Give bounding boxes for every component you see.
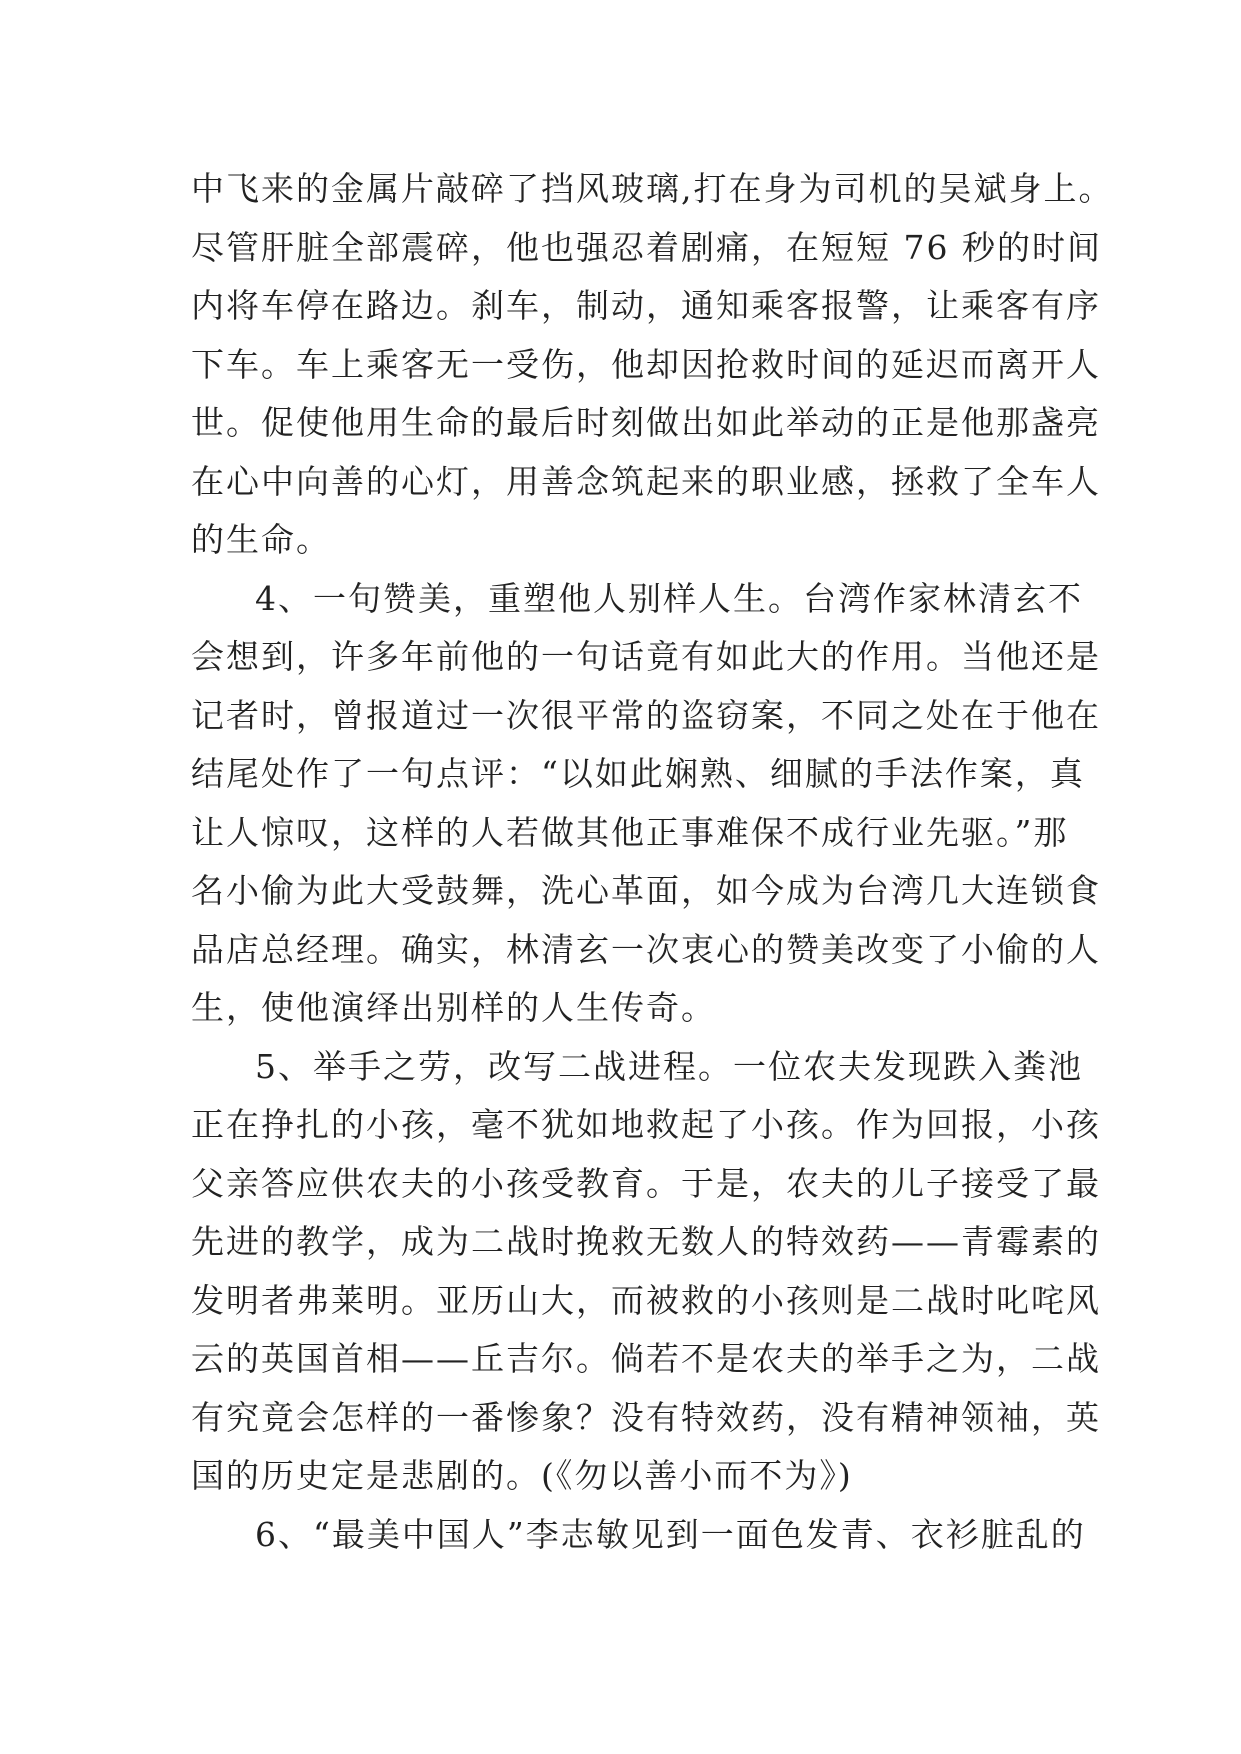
body-text [191,160,1114,1564]
text-line: 发明者弗莱明。亚历山大，而被救的小孩则是二战时叱咤风 [191,1280,1101,1320]
text-line: 中飞来的金属片敲碎了挡风玻璃,打在身为司机的吴斌身上。 [191,169,1114,208]
text-line: 先进的教学，成为二战时挽救无数人的特效药——青霉素的 [191,1222,1101,1261]
paragraph-start-line: 6、“最美中国人”李志敏见到一面色发青、衣衫脏乱的 [255,1514,1086,1554]
text-line: 有究竟会怎样的一番惨象？没有特效药，没有精神领袖，英 [191,1397,1101,1437]
text-line: 在心中向善的心灯，用善念筑起来的职业感，拯救了全车人 [191,461,1101,501]
paragraph-start-line: 4、一句赞美，重塑他人别样人生。台湾作家林清玄不 [255,578,1083,618]
text-line: 内将车停在路边。刹车，制动，通知乘客报警，让乘客有序 [191,286,1101,325]
paragraph-start-line: 5、举手之劳，改写二战进程。一位农夫发现跌入粪池 [255,1046,1083,1086]
text-line: 的生命。 [191,520,331,559]
text-line: 下车。车上乘客无一受伤，他却因抢救时间的延迟而离开人 [191,344,1101,384]
text-line: 尽管肝脏全部震碎，他也强忍着剧痛，在短短 76 秒的时间 [191,227,1102,267]
text-line: 生，使他演绎出别样的人生传奇。 [191,988,716,1027]
text-line: 会想到，许多年前他的一句话竟有如此大的作用。当他还是 [191,637,1101,676]
text-line: 名小偷为此大受鼓舞，洗心革面，如今成为台湾几大连锁食 [191,871,1101,910]
text-line: 父亲答应供农夫的小孩受教育。于是，农夫的儿子接受了最 [191,1163,1101,1203]
text-line: 世。促使他用生命的最后时刻做出如此举动的正是他那盏亮 [191,403,1101,442]
text-line: 让人惊叹，这样的人若做其他正事难保不成行业先驱。”那 [191,812,1069,852]
text-line: 正在挣扎的小孩，毫不犹如地救起了小孩。作为回报，小孩 [191,1105,1101,1144]
text-line: 记者时，曾报道过一次很平常的盗窃案，不同之处在于他在 [191,695,1101,735]
text-line: 品店总经理。确实，林清玄一次衷心的赞美改变了小偷的人 [191,929,1101,969]
text-line: 云的英国首相——丘吉尔。倘若不是农夫的举手之为，二战 [191,1339,1101,1378]
text-line: 结尾处作了一句点评：“以如此娴熟、细腻的手法作案，真 [191,754,1085,793]
text-line: 国的历史定是悲剧的。(《勿以善小而不为》) [191,1456,853,1495]
